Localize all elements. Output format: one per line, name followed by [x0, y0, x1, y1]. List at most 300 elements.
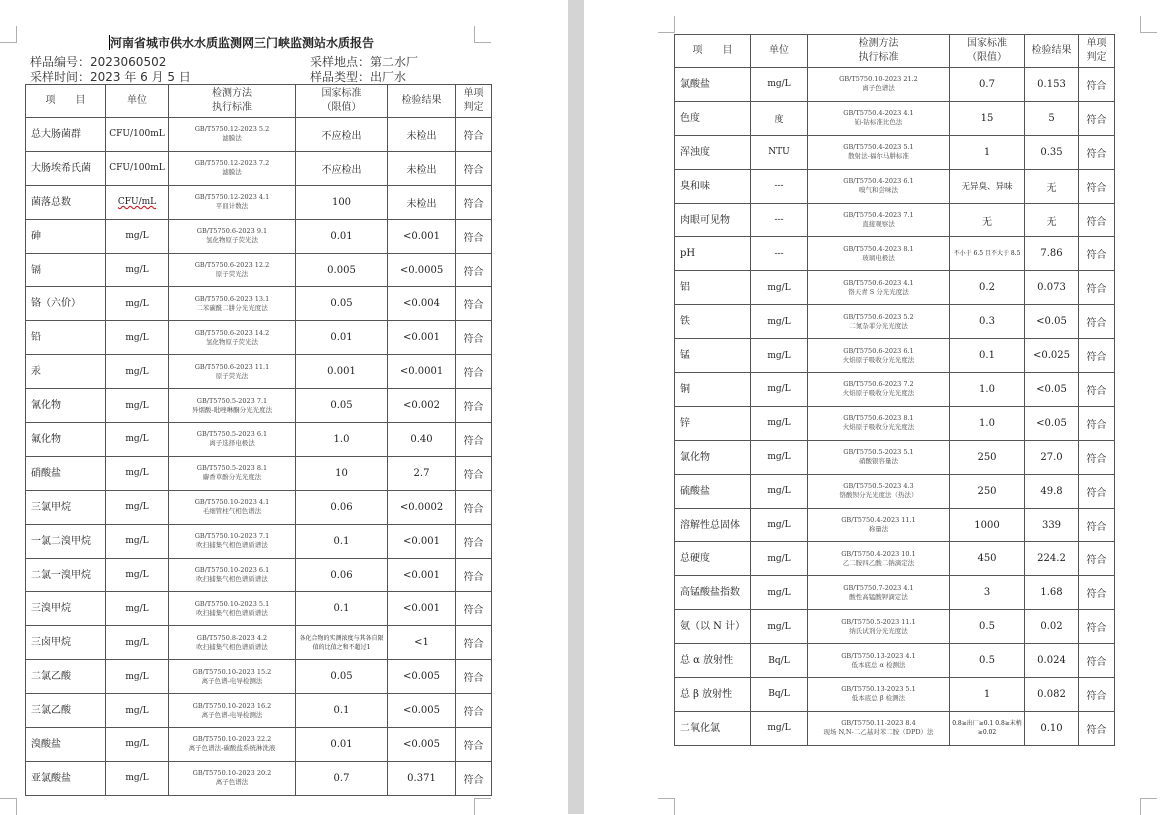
standard-limit-cell[interactable]: 0.01 [296, 321, 388, 355]
item-cell[interactable]: 肉眼可见物 [675, 203, 751, 237]
result-cell[interactable]: 未检出 [388, 151, 456, 185]
item-cell[interactable]: 总大肠菌群 [26, 118, 106, 152]
method-standard-code: GB/T5750.12-2023 4.1 [194, 193, 270, 202]
header-judgement-line2: 判定 [1086, 52, 1107, 63]
result-cell[interactable]: <0.05 [1025, 305, 1079, 339]
item-cell[interactable]: 总 β 放射性 [675, 678, 751, 712]
judgement-cell[interactable]: 符合 [1079, 135, 1115, 169]
table-row [26, 219, 492, 253]
unit-cell[interactable] [106, 321, 169, 355]
item-cell[interactable]: 硝酸盐 [26, 456, 106, 490]
standard-limit-cell[interactable]: 1000 [950, 508, 1025, 542]
method-cell[interactable] [169, 118, 296, 152]
standard-limit-cell[interactable]: 1 [950, 678, 1025, 712]
method-cell[interactable] [169, 219, 296, 253]
unit-cell[interactable] [751, 644, 808, 678]
judgement-cell[interactable]: 符合 [1079, 203, 1115, 237]
item-cell[interactable]: 三溴甲烷 [26, 592, 106, 626]
method-name: 嗅气和尝味法 [859, 186, 898, 195]
judgement-cell[interactable]: 符合 [456, 728, 492, 762]
unit-cell[interactable] [751, 101, 808, 135]
judgement-cell[interactable]: 符合 [456, 287, 492, 321]
unit-cell[interactable] [106, 694, 169, 728]
table-row [675, 203, 1115, 237]
standard-limit-cell[interactable]: 0.8≥出厂≥0.1 0.8≥末梢≥0.02 [950, 711, 1025, 745]
method-standard-code: GB/T5750.4-2023 4.1 [843, 109, 914, 118]
method-cell[interactable] [169, 456, 296, 490]
page-corner-mark [658, 16, 675, 33]
result-cell[interactable]: <0.001 [388, 219, 456, 253]
method-cell[interactable] [808, 508, 950, 542]
method-standard-code: GB/T5750.10-2023 21.2 [839, 75, 918, 84]
page-gap [568, 0, 584, 814]
result-cell[interactable]: 0.082 [1025, 678, 1079, 712]
judgement-cell[interactable]: 符合 [456, 219, 492, 253]
unit-text: mg/L [125, 366, 149, 377]
unit-text: mg/L [125, 332, 149, 343]
standard-limit-cell[interactable]: 0.3 [950, 305, 1025, 339]
standard-limit-cell[interactable]: 0.1 [296, 524, 388, 558]
table-row [26, 456, 492, 490]
unit-cell[interactable] [106, 490, 169, 524]
unit-cell[interactable] [751, 237, 808, 271]
standard-limit-cell[interactable]: 0.01 [296, 728, 388, 762]
standard-limit-cell[interactable]: 250 [950, 440, 1025, 474]
unit-cell[interactable] [106, 456, 169, 490]
method-cell[interactable] [169, 321, 296, 355]
method-standard-code: GB/T5750.10-2023 5.1 [194, 599, 270, 608]
method-cell[interactable] [808, 644, 950, 678]
result-cell[interactable]: 49.8 [1025, 474, 1079, 508]
unit-cell[interactable] [106, 253, 169, 287]
method-cell[interactable] [808, 305, 950, 339]
unit-cell[interactable] [106, 185, 169, 219]
table-row [675, 237, 1115, 271]
result-cell[interactable]: <0.005 [388, 660, 456, 694]
standard-limit-cell[interactable]: 0.7 [950, 68, 1025, 102]
method-cell[interactable] [808, 135, 950, 169]
method-cell[interactable] [808, 203, 950, 237]
result-cell[interactable]: 0.024 [1025, 644, 1079, 678]
standard-limit-cell[interactable]: 0.7 [296, 761, 388, 795]
item-cell[interactable]: 汞 [26, 355, 106, 389]
judgement-cell[interactable]: 符合 [1079, 406, 1115, 440]
result-cell[interactable]: <0.05 [1025, 406, 1079, 440]
unit-cell[interactable] [106, 389, 169, 423]
water-quality-table-left [25, 84, 492, 796]
item-cell[interactable]: 镉 [26, 253, 106, 287]
item-cell[interactable]: 二氯一溴甲烷 [26, 558, 106, 592]
standard-limit-cell[interactable]: 0.1 [296, 694, 388, 728]
method-cell[interactable] [169, 592, 296, 626]
result-cell[interactable]: <0.025 [1025, 339, 1079, 373]
header-judgement-line1: 单项 [1086, 38, 1107, 49]
standard-limit-cell[interactable]: 15 [950, 101, 1025, 135]
judgement-cell[interactable]: 符合 [1079, 237, 1115, 271]
judgement-cell[interactable]: 符合 [456, 558, 492, 592]
result-cell[interactable]: 339 [1025, 508, 1079, 542]
result-cell[interactable]: 7.86 [1025, 237, 1079, 271]
method-cell[interactable] [808, 101, 950, 135]
method-cell[interactable] [169, 151, 296, 185]
item-cell[interactable]: 氟化物 [26, 423, 106, 457]
standard-limit-cell[interactable]: 1.0 [950, 373, 1025, 407]
unit-cell[interactable] [106, 761, 169, 795]
unit-cell[interactable] [106, 592, 169, 626]
method-cell[interactable] [808, 373, 950, 407]
report-title[interactable]: 河南省城市供水水质监测网三门峡监测站水质报告 [110, 36, 375, 50]
judgement-cell[interactable]: 符合 [456, 456, 492, 490]
unit-cell[interactable] [106, 660, 169, 694]
result-cell[interactable]: <1 [388, 626, 456, 660]
judgement-cell[interactable]: 符合 [456, 118, 492, 152]
item-cell[interactable]: 氰化物 [26, 389, 106, 423]
standard-limit-cell[interactable]: 0.2 [950, 271, 1025, 305]
result-cell[interactable]: <0.005 [388, 728, 456, 762]
method-cell[interactable] [169, 185, 296, 219]
result-cell[interactable]: 0.371 [388, 761, 456, 795]
result-cell[interactable]: <0.0005 [388, 253, 456, 287]
standard-limit-cell[interactable]: 不应检出 [296, 151, 388, 185]
standard-limit-cell[interactable]: 无异臭、异味 [950, 169, 1025, 203]
unit-cell[interactable] [106, 626, 169, 660]
unit-text: mg/L [767, 486, 791, 497]
item-cell[interactable]: 氯化物 [675, 440, 751, 474]
judgement-cell[interactable]: 符合 [1079, 440, 1115, 474]
judgement-cell[interactable]: 符合 [1079, 101, 1115, 135]
standard-limit-cell[interactable]: 0.1 [296, 592, 388, 626]
unit-text: --- [774, 215, 784, 225]
item-cell[interactable]: 氯酸盐 [675, 68, 751, 102]
method-standard-code: GB/T5750.4-2023 8.1 [843, 244, 914, 253]
unit-cell[interactable] [751, 508, 808, 542]
judgement-cell[interactable]: 符合 [1079, 678, 1115, 712]
header-standard [296, 85, 388, 118]
unit-cell[interactable] [751, 68, 808, 102]
standard-limit-cell[interactable]: 10 [296, 456, 388, 490]
item-cell[interactable]: 臭和味 [675, 169, 751, 203]
result-cell[interactable]: 5 [1025, 101, 1079, 135]
item-cell[interactable]: 亚氯酸盐 [26, 761, 106, 795]
standard-limit-cell[interactable]: 0.01 [296, 219, 388, 253]
item-cell[interactable]: 色度 [675, 101, 751, 135]
judgement-cell[interactable]: 符合 [456, 592, 492, 626]
item-cell[interactable]: 硫酸盐 [675, 474, 751, 508]
item-cell[interactable]: 氨（以 N 计） [675, 610, 751, 644]
method-cell[interactable] [808, 237, 950, 271]
unit-cell[interactable] [106, 151, 169, 185]
result-cell[interactable]: <0.005 [388, 694, 456, 728]
item-cell[interactable]: 锌 [675, 406, 751, 440]
result-cell[interactable]: <0.001 [388, 321, 456, 355]
item-cell[interactable]: 铁 [675, 305, 751, 339]
result-cell[interactable]: <0.0002 [388, 490, 456, 524]
item-cell[interactable]: 高锰酸盐指数 [675, 576, 751, 610]
item-cell[interactable]: 一氯二溴甲烷 [26, 524, 106, 558]
judgement-cell[interactable]: 符合 [456, 253, 492, 287]
method-name: 离子选择电极法 [209, 439, 255, 448]
method-cell[interactable] [808, 576, 950, 610]
unit-text: mg/L [767, 79, 791, 90]
sample-type[interactable]: 样品类型：出厂水 [310, 70, 407, 84]
method-name: 离子色谱法 [215, 778, 249, 787]
unit-cell[interactable] [751, 406, 808, 440]
standard-limit-cell[interactable]: 不小于 6.5 且不大于 8.5 [950, 237, 1025, 271]
result-cell[interactable]: 无 [1025, 203, 1079, 237]
method-cell[interactable] [169, 355, 296, 389]
unit-cell[interactable] [751, 203, 808, 237]
unit-cell[interactable] [751, 711, 808, 745]
result-cell[interactable]: 224.2 [1025, 542, 1079, 576]
unit-cell[interactable] [751, 373, 808, 407]
unit-cell[interactable] [751, 474, 808, 508]
method-standard-code: GB/T5750.5-2023 6.1 [196, 430, 268, 439]
unit-text: mg/L [767, 553, 791, 564]
method-cell[interactable] [169, 694, 296, 728]
method-cell[interactable] [808, 542, 950, 576]
result-cell[interactable]: <0.001 [388, 592, 456, 626]
unit-cell[interactable] [106, 118, 169, 152]
standard-limit-cell[interactable]: 0.05 [296, 287, 388, 321]
result-cell[interactable]: 0.40 [388, 423, 456, 457]
item-cell[interactable]: 铬（六价） [26, 287, 106, 321]
page-corner-mark [1140, 798, 1157, 815]
judgement-cell[interactable]: 符合 [1079, 542, 1115, 576]
page-corner-mark [658, 798, 675, 815]
result-cell[interactable]: 未检出 [388, 118, 456, 152]
method-standard-code: GB/T5750.13-2023 5.1 [841, 685, 916, 694]
result-cell[interactable]: 0.10 [1025, 711, 1079, 745]
unit-text: mg/L [125, 671, 149, 682]
item-cell[interactable]: 二氯乙酸 [26, 660, 106, 694]
judgement-cell[interactable]: 符合 [456, 151, 492, 185]
unit-cell[interactable] [751, 169, 808, 203]
method-name: 麝香草酚分光光度法 [202, 473, 262, 482]
sample-number[interactable]: 样品编号：2023060502 [30, 55, 167, 69]
method-cell[interactable] [169, 253, 296, 287]
result-cell[interactable]: 0.073 [1025, 271, 1079, 305]
judgement-cell[interactable]: 符合 [456, 490, 492, 524]
table-row [675, 440, 1115, 474]
method-cell[interactable] [808, 610, 950, 644]
method-cell[interactable] [169, 389, 296, 423]
result-cell[interactable]: <0.004 [388, 287, 456, 321]
method-cell[interactable] [808, 474, 950, 508]
item-cell[interactable]: 铝 [675, 271, 751, 305]
method-cell[interactable] [808, 271, 950, 305]
table-row [675, 373, 1115, 407]
table-row [675, 711, 1115, 745]
judgement-cell[interactable]: 符合 [456, 185, 492, 219]
judgement-cell[interactable]: 符合 [456, 660, 492, 694]
item-cell[interactable]: 浑浊度 [675, 135, 751, 169]
item-cell[interactable]: 三氯甲烷 [26, 490, 106, 524]
standard-limit-cell[interactable]: 0.06 [296, 558, 388, 592]
result-cell[interactable]: 2.7 [388, 456, 456, 490]
method-name: 低本底总 α 检测法 [851, 660, 906, 669]
method-cell[interactable] [169, 558, 296, 592]
standard-limit-cell[interactable]: 250 [950, 474, 1025, 508]
method-name: 酸性高锰酸钾滴定法 [849, 592, 908, 601]
table-row [26, 626, 492, 660]
unit-cell[interactable] [106, 355, 169, 389]
judgement-cell[interactable]: 符合 [456, 321, 492, 355]
method-cell[interactable] [169, 423, 296, 457]
method-name: 直接观察法 [862, 220, 895, 228]
judgement-cell[interactable]: 符合 [1079, 271, 1115, 305]
method-name: 滤膜法 [222, 134, 242, 143]
judgement-cell[interactable]: 符合 [1079, 644, 1115, 678]
judgement-cell[interactable]: 符合 [456, 423, 492, 457]
unit-cell[interactable] [106, 219, 169, 253]
item-cell[interactable]: 二氧化氯 [675, 711, 751, 745]
judgement-cell[interactable]: 符合 [1079, 474, 1115, 508]
method-cell[interactable] [169, 728, 296, 762]
result-cell[interactable]: 0.02 [1025, 610, 1079, 644]
standard-limit-cell[interactable]: 0.1 [950, 339, 1025, 373]
method-cell[interactable] [169, 660, 296, 694]
result-cell[interactable]: 未检出 [388, 185, 456, 219]
unit-text: CFU/mL [117, 197, 157, 208]
method-cell[interactable] [169, 287, 296, 321]
unit-cell[interactable] [751, 576, 808, 610]
unit-text: mg/L [125, 400, 149, 411]
result-cell[interactable]: 0.153 [1025, 68, 1079, 102]
method-cell[interactable] [808, 678, 950, 712]
water-quality-table-right [674, 34, 1115, 746]
standard-limit-cell[interactable]: 0.005 [296, 253, 388, 287]
result-cell[interactable]: <0.001 [388, 524, 456, 558]
unit-cell[interactable] [751, 610, 808, 644]
result-cell[interactable]: <0.05 [1025, 373, 1079, 407]
judgement-cell[interactable]: 符合 [1079, 610, 1115, 644]
method-cell[interactable] [169, 524, 296, 558]
standard-limit-cell[interactable]: 0.5 [950, 644, 1025, 678]
method-name: 玻璃电极法 [862, 253, 895, 262]
standard-limit-cell[interactable]: 3 [950, 576, 1025, 610]
method-name: 离子色谱-电导检测法 [201, 676, 263, 685]
judgement-cell[interactable]: 符合 [456, 761, 492, 795]
standard-limit-cell[interactable]: 1.0 [950, 406, 1025, 440]
table-row [675, 644, 1115, 678]
standard-limit-cell[interactable]: 450 [950, 542, 1025, 576]
table-row [675, 305, 1115, 339]
item-cell[interactable]: pH [675, 237, 751, 271]
method-standard-code: GB/T5750.8-2023 4.2 [196, 633, 268, 642]
unit-text: mg/L [125, 265, 149, 275]
unit-cell[interactable] [751, 440, 808, 474]
judgement-cell[interactable]: 符合 [1079, 339, 1115, 373]
standard-limit-cell[interactable]: 0.001 [296, 355, 388, 389]
method-cell[interactable] [808, 68, 950, 102]
table-row [675, 576, 1115, 610]
page-corner-mark [474, 26, 491, 43]
standard-limit-cell[interactable]: 0.5 [950, 610, 1025, 644]
item-cell[interactable]: 三卤甲烷 [26, 626, 106, 660]
unit-cell[interactable] [106, 558, 169, 592]
result-cell[interactable]: 0.35 [1025, 135, 1079, 169]
result-cell[interactable]: <0.001 [388, 558, 456, 592]
unit-cell[interactable] [751, 305, 808, 339]
judgement-cell[interactable]: 符合 [1079, 68, 1115, 102]
standard-limit-cell[interactable]: 无 [950, 203, 1025, 237]
item-cell[interactable]: 菌落总数 [26, 185, 106, 219]
method-cell[interactable] [169, 626, 296, 660]
item-cell[interactable]: 总硬度 [675, 542, 751, 576]
result-cell[interactable]: 1.68 [1025, 576, 1079, 610]
unit-cell[interactable] [751, 271, 808, 305]
result-cell[interactable]: <0.002 [388, 389, 456, 423]
method-standard-code: GB/T5750.10-2023 16.2 [192, 701, 272, 710]
sample-site[interactable]: 采样地点：第二水厂 [310, 55, 419, 69]
method-cell[interactable] [808, 711, 950, 745]
item-cell[interactable]: 锰 [675, 339, 751, 373]
method-cell[interactable] [169, 761, 296, 795]
standard-limit-cell[interactable]: 不应检出 [296, 118, 388, 152]
unit-cell[interactable] [106, 728, 169, 762]
unit-cell[interactable] [106, 423, 169, 457]
result-cell[interactable]: 无 [1025, 169, 1079, 203]
standard-limit-cell[interactable]: 0.06 [296, 490, 388, 524]
unit-cell[interactable] [751, 135, 808, 169]
item-cell[interactable]: 三氯乙酸 [26, 694, 106, 728]
item-cell[interactable]: 铅 [26, 321, 106, 355]
method-name: 异烟酸-吡唑啉酮分光光度法 [191, 405, 273, 414]
standard-limit-cell[interactable]: 100 [296, 185, 388, 219]
standard-limit-cell[interactable]: 0.05 [296, 389, 388, 423]
judgement-cell[interactable]: 符合 [456, 694, 492, 728]
table-row [26, 355, 492, 389]
standard-limit-cell[interactable]: 各化合物的实测浓度与其各自限值的比值之和不超过1 [296, 626, 388, 660]
result-cell[interactable]: 27.0 [1025, 440, 1079, 474]
method-cell[interactable] [808, 406, 950, 440]
judgement-cell[interactable]: 符合 [1079, 169, 1115, 203]
unit-text: --- [774, 248, 784, 259]
unit-cell[interactable] [751, 678, 808, 712]
item-cell[interactable]: 铜 [675, 373, 751, 407]
judgement-cell[interactable]: 符合 [1079, 508, 1115, 542]
standard-limit-cell[interactable]: 0.05 [296, 660, 388, 694]
judgement-cell[interactable]: 符合 [1079, 711, 1115, 745]
standard-limit-cell[interactable]: 1 [950, 135, 1025, 169]
method-cell[interactable] [169, 490, 296, 524]
item-cell[interactable]: 总 α 放射性 [675, 644, 751, 678]
method-cell[interactable] [808, 339, 950, 373]
judgement-cell[interactable]: 符合 [456, 355, 492, 389]
judgement-cell[interactable]: 符合 [1079, 305, 1115, 339]
item-cell[interactable]: 溴酸盐 [26, 728, 106, 762]
judgement-cell[interactable]: 符合 [456, 389, 492, 423]
sample-time[interactable]: 采样时间：2023 年 6 月 5 日 [30, 70, 191, 84]
item-cell[interactable]: 大肠埃希氏菌 [26, 151, 106, 185]
judgement-cell[interactable]: 符合 [456, 626, 492, 660]
method-cell[interactable] [808, 440, 950, 474]
method-standard-code: GB/T5750.5-2023 5.1 [843, 448, 914, 457]
unit-cell[interactable] [751, 542, 808, 576]
unit-cell[interactable] [106, 287, 169, 321]
result-cell[interactable]: <0.0001 [388, 355, 456, 389]
unit-text: mg/L [125, 705, 149, 716]
unit-cell[interactable] [751, 339, 808, 373]
unit-cell[interactable] [106, 524, 169, 558]
judgement-cell[interactable]: 符合 [1079, 576, 1115, 610]
judgement-cell[interactable]: 符合 [456, 524, 492, 558]
standard-limit-cell[interactable]: 1.0 [296, 423, 388, 457]
judgement-cell[interactable]: 符合 [1079, 373, 1115, 407]
item-cell[interactable]: 溶解性总固体 [675, 508, 751, 542]
method-cell[interactable] [808, 169, 950, 203]
item-cell[interactable]: 砷 [26, 219, 106, 253]
